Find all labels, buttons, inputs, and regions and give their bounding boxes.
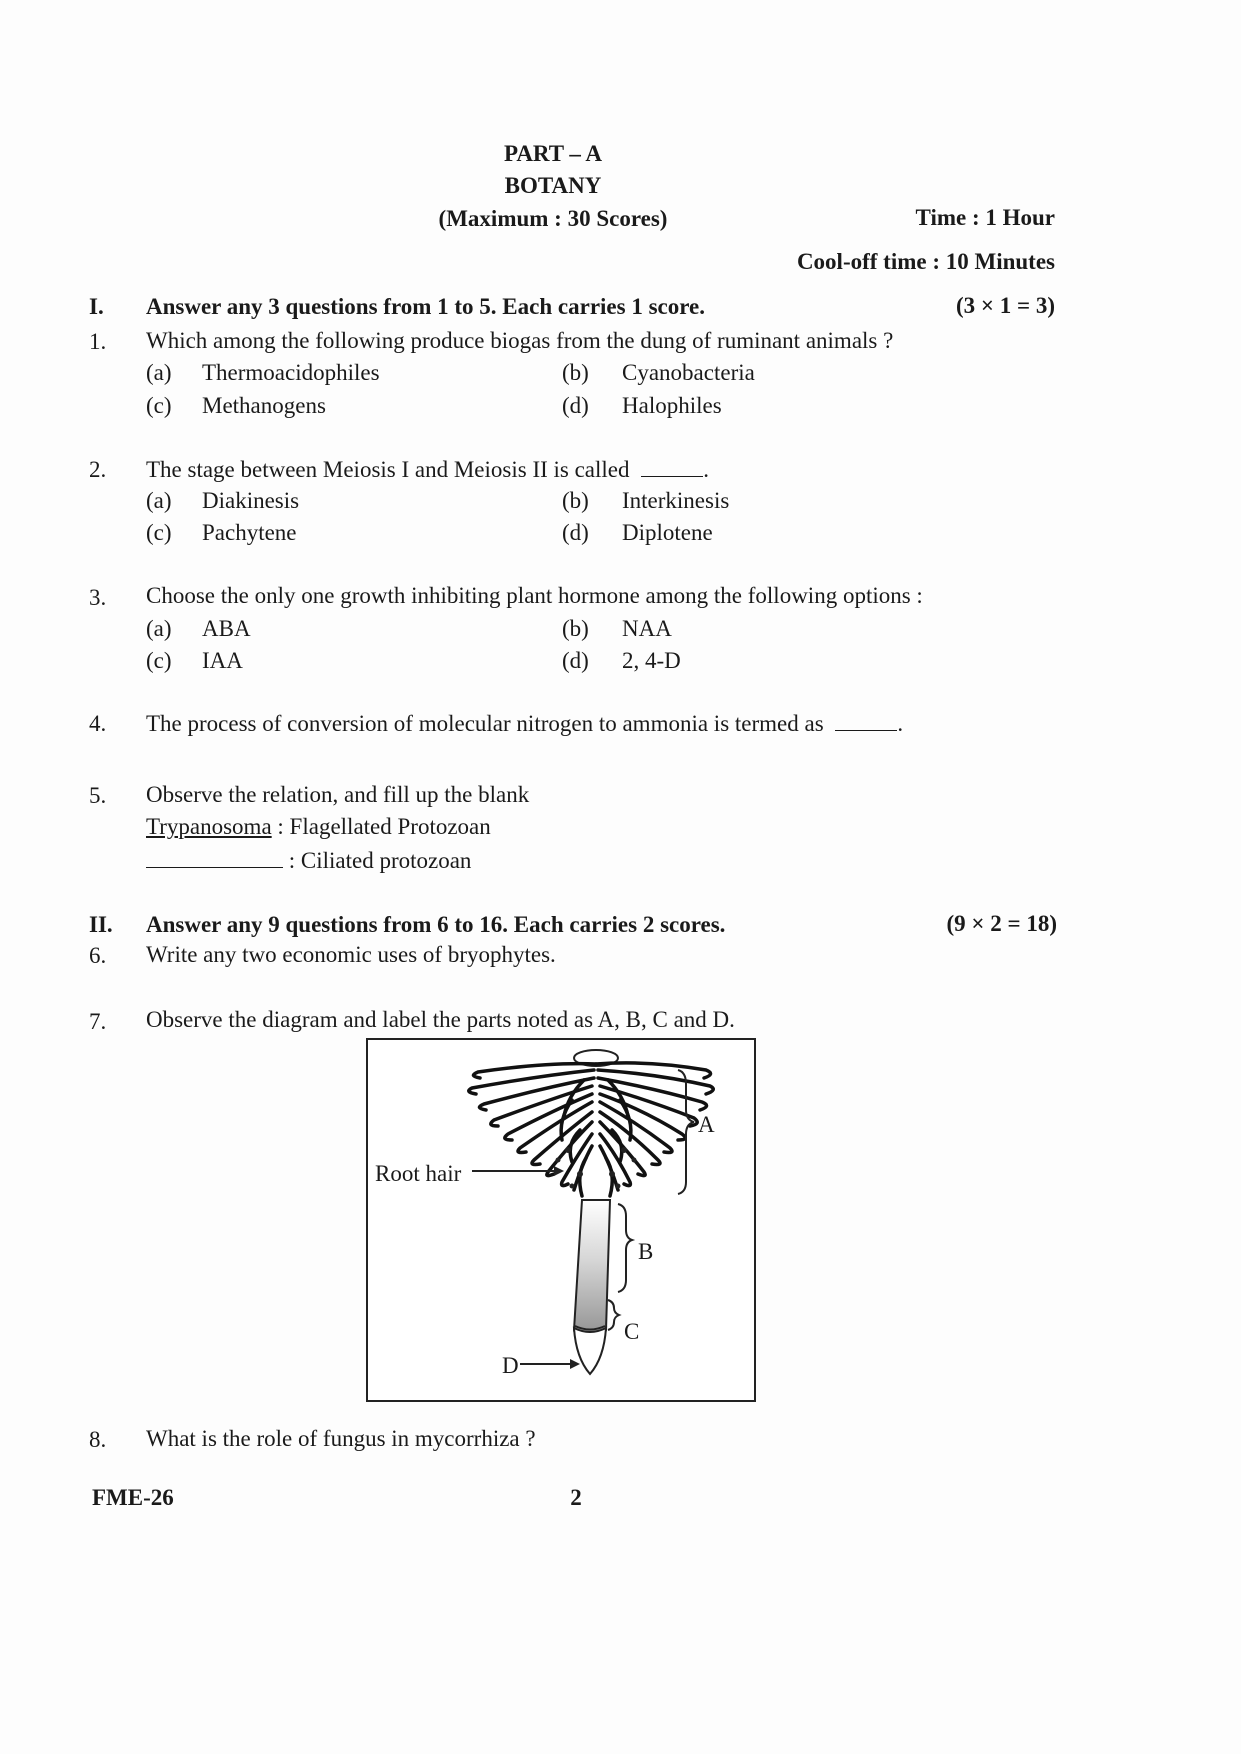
answer-blank xyxy=(641,457,703,477)
question-2-end: . xyxy=(703,457,710,482)
question-4-end: . xyxy=(897,711,904,736)
option-text: Thermoacidophiles xyxy=(202,360,380,385)
option-label: (b) xyxy=(562,360,589,385)
option-text: Methanogens xyxy=(202,393,326,418)
option-text: NAA xyxy=(622,616,672,641)
question-4-stem: The process of conversion of molecular nitrogen to ammonia is termed as xyxy=(146,711,824,736)
option-label: (c) xyxy=(146,520,172,545)
option-label: (a) xyxy=(146,488,172,513)
question-5-text: Observe the relation, and fill up the blank xyxy=(146,782,530,807)
question-number: 5. xyxy=(89,783,107,808)
question-number: 7. xyxy=(89,1009,107,1034)
option-label: (d) xyxy=(562,648,589,673)
section-1-instruction: Answer any 3 questions from 1 to 5. Each carries 1 score. xyxy=(146,294,705,319)
section-2-marks: (9 × 2 = 18) xyxy=(946,911,1057,936)
section-1-numeral: I. xyxy=(89,294,104,319)
relation-line-2 xyxy=(146,848,471,872)
max-score: (Maximum : 30 Scores) xyxy=(438,206,668,231)
question-8-text: What is the role of fungus in mycorrhiza ? xyxy=(146,1426,536,1451)
question-1-text: Which among the following produce biogas from the dung of ruminant animals ? xyxy=(146,328,894,353)
page-number: 2 xyxy=(570,1485,582,1510)
relation-description: : Flagellated Protozoan xyxy=(271,814,491,839)
question-number: 3. xyxy=(89,585,107,610)
question-number: 6. xyxy=(89,943,107,968)
option-text: ABA xyxy=(202,616,251,641)
subject-heading: BOTANY xyxy=(504,173,602,198)
root-cap xyxy=(574,1328,606,1374)
option-text: Diplotene xyxy=(622,520,713,545)
root-illustration xyxy=(368,1040,754,1400)
option-label: (d) xyxy=(562,393,589,418)
question-4-text xyxy=(146,711,903,735)
option-label: (b) xyxy=(562,616,589,641)
section-2-instruction: Answer any 9 questions from 6 to 16. Each carries 2 scores. xyxy=(146,912,726,937)
question-7-text: Observe the diagram and label the parts noted as A, B, C and D. xyxy=(146,1007,735,1032)
question-6-text: Write any two economic uses of bryophytes. xyxy=(146,942,556,967)
relation-description: : Ciliated protozoan xyxy=(283,848,472,873)
option-text: Interkinesis xyxy=(622,488,730,513)
paper-code: FME-26 xyxy=(92,1485,174,1510)
root-hair-label: Root hair xyxy=(375,1161,462,1186)
section-1-marks: (3 × 1 = 3) xyxy=(955,293,1055,318)
cool-off-info: Cool-off time : 10 Minutes xyxy=(796,249,1055,274)
brace-b xyxy=(618,1204,632,1292)
question-2-stem: The stage between Meiosis I and Meiosis II is called xyxy=(146,457,630,482)
label-c: C xyxy=(624,1319,640,1344)
root-diagram xyxy=(366,1038,756,1402)
option-text: Pachytene xyxy=(202,520,297,545)
option-text: Diakinesis xyxy=(202,488,300,513)
relation-term: Trypanosoma xyxy=(146,814,272,839)
option-label: (a) xyxy=(146,616,172,641)
label-b: B xyxy=(638,1239,654,1264)
option-text: Halophiles xyxy=(622,393,722,418)
label-d: D xyxy=(502,1353,519,1378)
option-label: (b) xyxy=(562,488,589,513)
root-hairs xyxy=(469,1063,713,1196)
option-label: (c) xyxy=(146,393,172,418)
option-label: (d) xyxy=(562,520,589,545)
answer-blank xyxy=(835,711,897,731)
part-heading: PART – A xyxy=(503,141,603,166)
brace-c xyxy=(608,1300,619,1330)
option-label: (a) xyxy=(146,360,172,385)
time-info: Time : 1 Hour xyxy=(915,205,1055,230)
option-text: IAA xyxy=(202,648,243,673)
question-number: 4. xyxy=(89,711,107,736)
option-label: (c) xyxy=(146,648,172,673)
question-2-text xyxy=(146,457,709,481)
question-number: 2. xyxy=(89,457,107,482)
option-text: Cyanobacteria xyxy=(622,360,755,385)
question-3-text: Choose the only one growth inhibiting plant hormone among the following options : xyxy=(146,583,923,608)
option-text: 2, 4-D xyxy=(622,648,681,673)
answer-blank xyxy=(146,848,283,868)
relation-line-1 xyxy=(146,815,491,838)
label-a: A xyxy=(698,1112,715,1137)
question-number: 1. xyxy=(89,329,107,354)
section-2-numeral: II. xyxy=(89,912,113,937)
question-number: 8. xyxy=(89,1427,107,1452)
